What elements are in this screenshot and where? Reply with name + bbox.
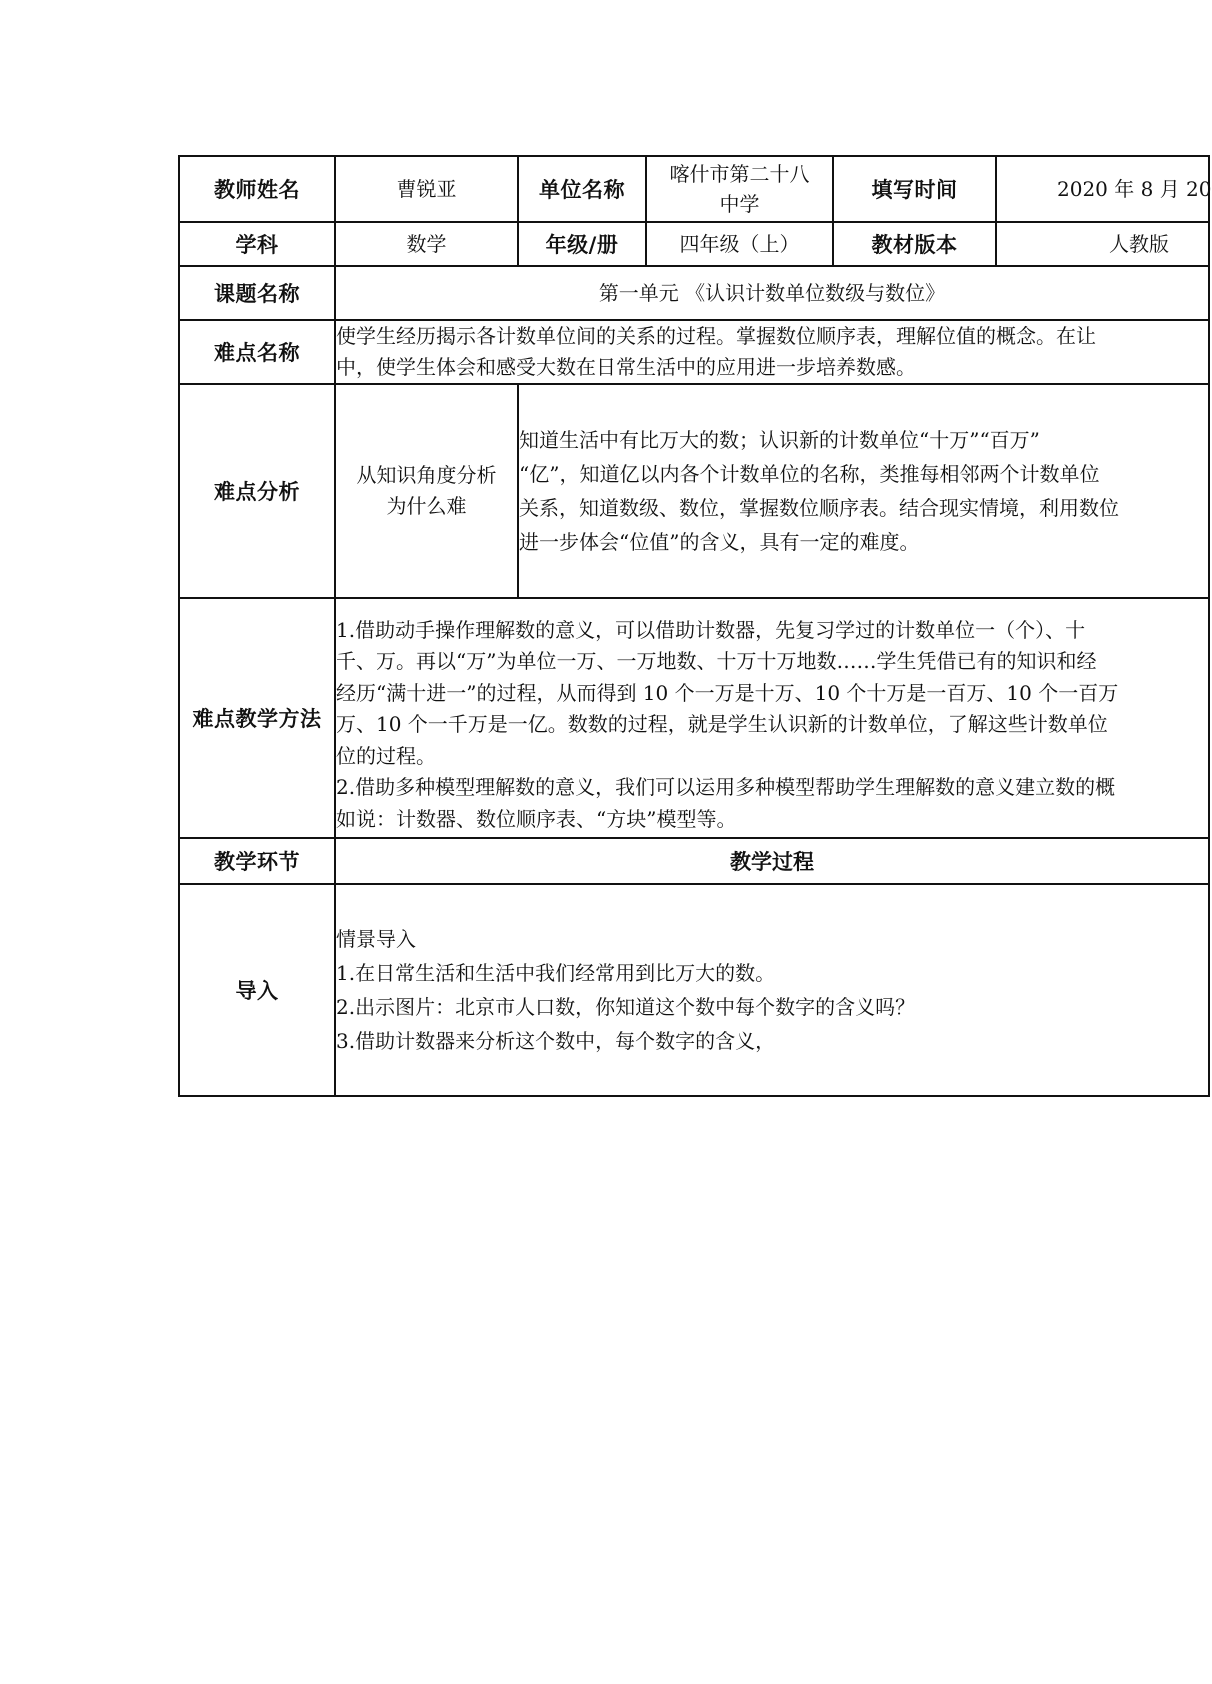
row-difficulty-name [179,320,1209,384]
intro-line: 3.借助计数器来分析这个数中，每个数字的含义， [336,1029,776,1053]
difficulty-name-line: 使学生经历揭示各计数单位间的关系的过程。掌握数位顺序表，理解位值的概念。在让 [336,324,1096,348]
unit-name-value [646,156,833,222]
intro-line: 1.在日常生活和生活中我们经常用到比万大的数。 [336,961,776,985]
teaching-method-label: 难点教学方法 [179,598,335,838]
unit-name-line1: 喀什市第二十八 [669,162,810,186]
row-subject-info [179,222,1209,266]
difficulty-analysis-label: 难点分析 [179,384,335,598]
knowledge-angle-line2: 为什么难 [386,494,467,518]
topic-label: 课题名称 [179,266,335,320]
teaching-method-line: 经历“满十进一”的过程，从而得到 10 个一万是十万、10 个十万是一百万、10 个一百万 [336,680,1119,705]
teaching-method-line: 位的过程。 [336,743,436,768]
difficulty-analysis-line: 知道生活中有比万大的数；认识新的计数单位“十万”“百万” [519,428,1040,452]
lesson-plan-table [178,155,1210,1097]
difficulty-analysis-line: “亿”，知道亿以内各个计数单位的名称，类推每相邻两个计数单位 [519,462,1100,486]
teaching-process-heading: 教学过程 [335,838,1209,884]
lesson-plan-form-area [178,155,1212,1125]
grade-value: 四年级（上） [646,222,833,266]
intro-text [335,884,1209,1096]
intro-line: 情景导入 [336,927,416,951]
teaching-method-line: 1.借助动手操作理解数的意义，可以借助计数器，先复习学过的计数单位一（个）、十 [336,617,1086,642]
teacher-name-value: 曹锐亚 [335,156,518,222]
teaching-method-line: 万、10 个一千万是一亿。数数的过程，就是学生认识新的计数单位，了解这些计数单位 [336,712,1108,736]
teaching-method-line: 如说：计数器、数位顺序表、“方块”模型等。 [336,806,737,831]
difficulty-analysis-line: 关系，知道数级、数位，掌握数位顺序表。结合现实情境，利用数位 [519,496,1119,520]
teaching-stage-label: 教学环节 [179,838,335,884]
difficulty-name-line: 中，使学生体会和感受大数在日常生活中的应用进一步培养数感。 [336,355,916,379]
row-difficulty-analysis [179,384,1209,598]
topic-value: 第一单元 《认识计数单位数级与数位》 [335,266,1209,320]
subject-label: 学科 [179,222,335,266]
edition-value: 人教版 [996,222,1209,266]
intro-line: 2.出示图片：北京市人口数，你知道这个数中每个数字的含义吗？ [336,995,916,1019]
unit-name-label: 单位名称 [518,156,646,222]
row-process-header [179,838,1209,884]
row-teaching-method [179,598,1209,838]
fill-date-value: 2020 年 8 月 20 [996,156,1209,222]
difficulty-name-text [335,320,1209,384]
teaching-method-line: 2.借助多种模型理解数的意义，我们可以运用多种模型帮助学生理解数的意义建立数的概 [336,775,1116,799]
row-teacher-info [179,156,1209,222]
knowledge-angle-label [335,384,518,598]
grade-label: 年级/册 [518,222,646,266]
teaching-method-text [335,598,1209,838]
teaching-method-line: 千、万。再以“万”为单位一万、一万地数、十万十万地数……学生凭借已有的知识和经 [336,649,1097,673]
row-topic [179,266,1209,320]
difficulty-analysis-line: 进一步体会“位值”的含义，具有一定的难度。 [519,530,920,554]
unit-name-line2: 中学 [719,192,760,216]
intro-label: 导入 [179,884,335,1096]
subject-value: 数学 [335,222,518,266]
row-intro [179,884,1209,1096]
fill-date-label: 填写时间 [833,156,996,222]
knowledge-angle-line1: 从知识角度分析 [356,463,497,487]
edition-label: 教材版本 [833,222,996,266]
difficulty-name-label: 难点名称 [179,320,335,384]
difficulty-analysis-text [518,384,1209,598]
teacher-name-label: 教师姓名 [179,156,335,222]
